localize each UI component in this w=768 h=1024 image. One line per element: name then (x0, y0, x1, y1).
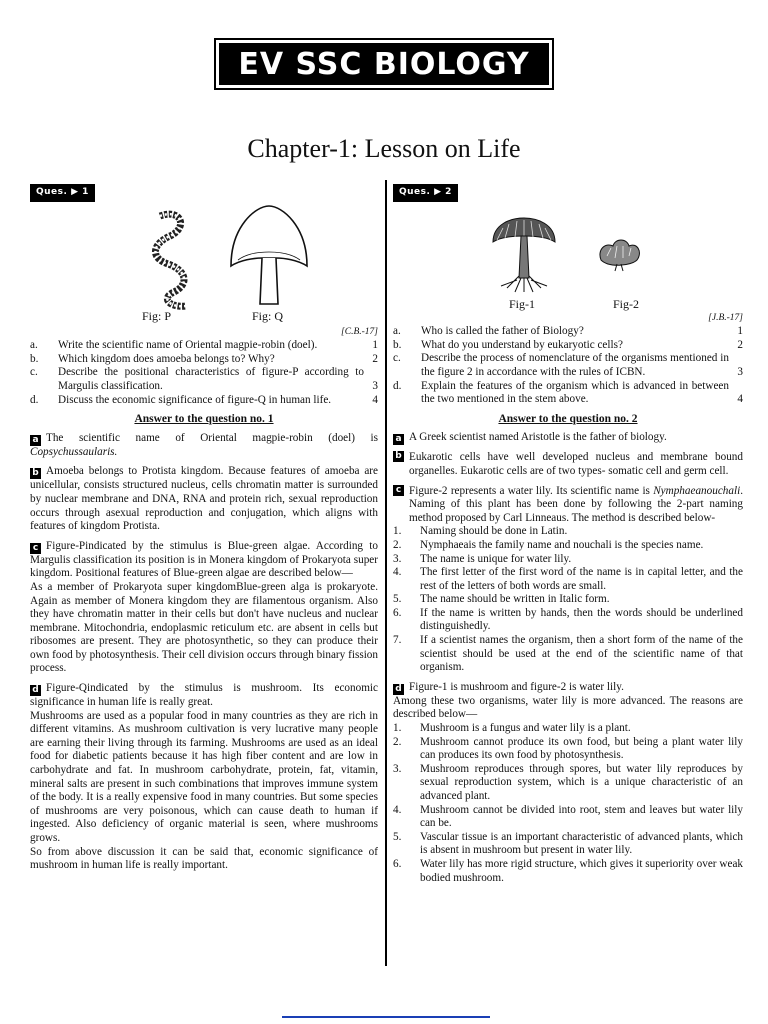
answer-1b: b Amoeba belongs to Protista kingdom. Because features of amoeba are unicellular, consists structured nucleus, cells chromatin matter is surrounded by nuclear membrane and DNA, RNA and protein rich, sexual reproduction occurs through asexual reproduction and conjugation, which aligns with features of kingdom Protista. (30, 465, 378, 533)
list-item: 7. If a scientist names the organism, then a short form of the name of the scientist should be used at the end of the scientific name of that organism. (393, 634, 743, 674)
list-item: 2. Nymphaeais the family name and nouchali is the species name. (393, 538, 704, 551)
answer-1c-body: As a member of Prokaryota super kingdomBlue-green alga is prokaryote. Again as member of Monera kingdom they are filamentous organism. Also they have chromatin matter in their cells but don't have nucleus and nuclear membrane. Mitochondria, endoplasmic reticulum etc. are absent in cells but ribosomes are present. They are photosynthetic, so they can produce their own food by photosynthesis. Their cell division occurs through binary fission process. (30, 580, 378, 675)
question-1-column (30, 184, 378, 879)
list-item: 4. The first letter of the first word of the name is in capital letter, and the rest of the letters of both words are small. (393, 566, 743, 592)
answer-1d-conclusion: So from above discussion it can be said that, economic significance of mushroom in human life is really important. (30, 845, 378, 872)
list-item: 1. Naming should be done in Latin. (393, 525, 568, 538)
badge-a: a (30, 435, 41, 446)
answer-1d-body: Mushrooms are used as a popular food in many countries as they are rich in different vitamins. As mushroom cultivation is very lucrative many people are earning their living through its farming. Mushrooms are used as an ideal food for diabetic patients because it has high fiber content and are low in carbohydrate and fat. In mushroom carbohydrate, protein, fat, vitamin, mineral salts are present in such combinations that improves immune system of the body. It is a really expensive food in many countries. But some species of mushrooms are very poisonous, which can cause death to human if ingested. Also deficiency of organic material is seen, where mushrooms grows. (30, 709, 378, 844)
list-item: 4. Mushroom cannot be divided into root, stem and leaves but water lily can be. (393, 803, 743, 830)
answer-1d: d Figure-Qindicated by the stimulus is mushroom. Its economic significance in human life is really great. (30, 682, 378, 709)
question-1-tag: Ques. ▶ 1 (30, 184, 95, 202)
figure-q-caption: Fig: Q (252, 308, 284, 323)
list-item: 3. The name is unique for water lily. (393, 552, 572, 565)
question-2-column (393, 184, 743, 891)
question-item: c. Describe the process of nomenclature of the organisms mentioned in the figure 2 in accordance with the rules of ICBN. 3 (393, 352, 743, 378)
list-item: 3. Mushroom reproduces through spores, but water lily reproduces by sexual reproduction system, which is a unique characteristic of an advanced plant. (393, 762, 743, 802)
badge-a: a (393, 434, 404, 445)
nomenclature-rules-list (393, 525, 743, 675)
figure-p-caption: Fig: P (142, 308, 172, 323)
answer-2c: c Figure-2 represents a water lily. Its scientific name is Nymphaeanouchali. Naming of this plant has been done by following the 2-part naming method proposed by Carl Linneaus. The method is described below- (393, 485, 743, 526)
list-item: 6. Water lily has more rigid structure, which gives it superiority over weak bodied mushroom. (393, 857, 743, 884)
figure-1-mushroom-drawing (489, 216, 559, 294)
answer-2b: b Eukarotic cells have well developed nucleus and membrane bound organelles. Eukarotic cells are of two types- somatic cell and germ cell. (393, 451, 743, 478)
question-item: a. Write the scientific name of Oriental magpie-robin (doel). 1 (30, 339, 378, 352)
answer-2-heading: Answer to the question no. 2 (498, 412, 638, 425)
figure-1-caption: Fig-1 (509, 296, 536, 311)
answer-2d: d Figure-1 is mushroom and figure-2 is water lily. (393, 681, 743, 695)
question-2-figures (393, 202, 743, 311)
board-reference: [C.B.-17] (341, 326, 378, 337)
question-item: d. Explain the features of the organism which is advanced in between the two mentioned in the stem above. 4 (393, 379, 743, 406)
answer-2d-intro: Among these two organisms, water lily is more advanced. The reasons are described below— (393, 694, 743, 721)
question-2-list (393, 325, 743, 407)
badge-b: b (393, 451, 404, 462)
list-item: 5. Vascular tissue is an important characteristic of advanced plants, which is absent in mushroom but present in water lily. (393, 830, 743, 857)
badge-c: c (30, 543, 41, 554)
board-reference: [J.B.-17] (708, 312, 743, 323)
answer-1a: a The scientific name of Oriental magpie-robin (doel) is Copsychussaularis. (30, 431, 378, 458)
figure-p-algae-drawing (130, 206, 210, 314)
badge-c: c (393, 485, 404, 496)
list-item: 1. Mushroom is a fungus and water lily is a plant. (393, 722, 631, 735)
advanced-features-list (393, 722, 743, 885)
answer-1c: c Figure-Pindicated by the stimulus is Blue-green algae. According to Margulis classification its position is in Monera kingdom of Prokaryota super kingdom. Positional features of Blue-green algae are described below— (30, 539, 378, 580)
question-2-tag: Ques. ▶ 2 (393, 184, 458, 202)
list-item: 2. Mushroom cannot produce its own food, but being a plant water lily can produces its own food by photosynthesis. (393, 735, 743, 762)
badge-d: d (393, 684, 404, 695)
list-item: 6. If the name is written by hands, then the words should be underlined distinguishedly. (393, 606, 743, 633)
chapter-title: Chapter-1: Lesson on Life (247, 134, 521, 163)
figure-2-caption: Fig-2 (613, 296, 640, 311)
badge-d: d (30, 685, 41, 696)
badge-b: b (30, 468, 41, 479)
question-item: a. Who is called the father of Biology? 1 (393, 325, 743, 338)
answer-2a: a A Greek scientist named Aristotle is the father of biology. (393, 431, 743, 445)
question-1-list (30, 339, 378, 407)
question-item: b. What do you understand by eukaryotic cells? 2 (393, 338, 743, 351)
question-item: b. Which kingdom does amoeba belongs to? Why? 2 (30, 352, 378, 365)
column-divider (385, 180, 387, 966)
question-1-figures (30, 202, 378, 323)
book-title: EV SSC BIOLOGY (219, 43, 549, 85)
book-banner (214, 38, 554, 90)
list-item: 5. The name should be written in Italic form. (393, 593, 610, 606)
footer-link-underline[interactable] (282, 1016, 490, 1018)
question-item: c. Describe the positional characteristics of figure-P according to Margulis classification. 3 (30, 366, 378, 392)
answer-1-heading: Answer to the question no. 1 (134, 413, 274, 426)
question-item: d. Discuss the economic significance of figure-Q in human life. 4 (30, 393, 378, 406)
figure-2-water-lily-drawing (595, 236, 643, 272)
figure-q-mushroom-drawing (226, 202, 312, 306)
